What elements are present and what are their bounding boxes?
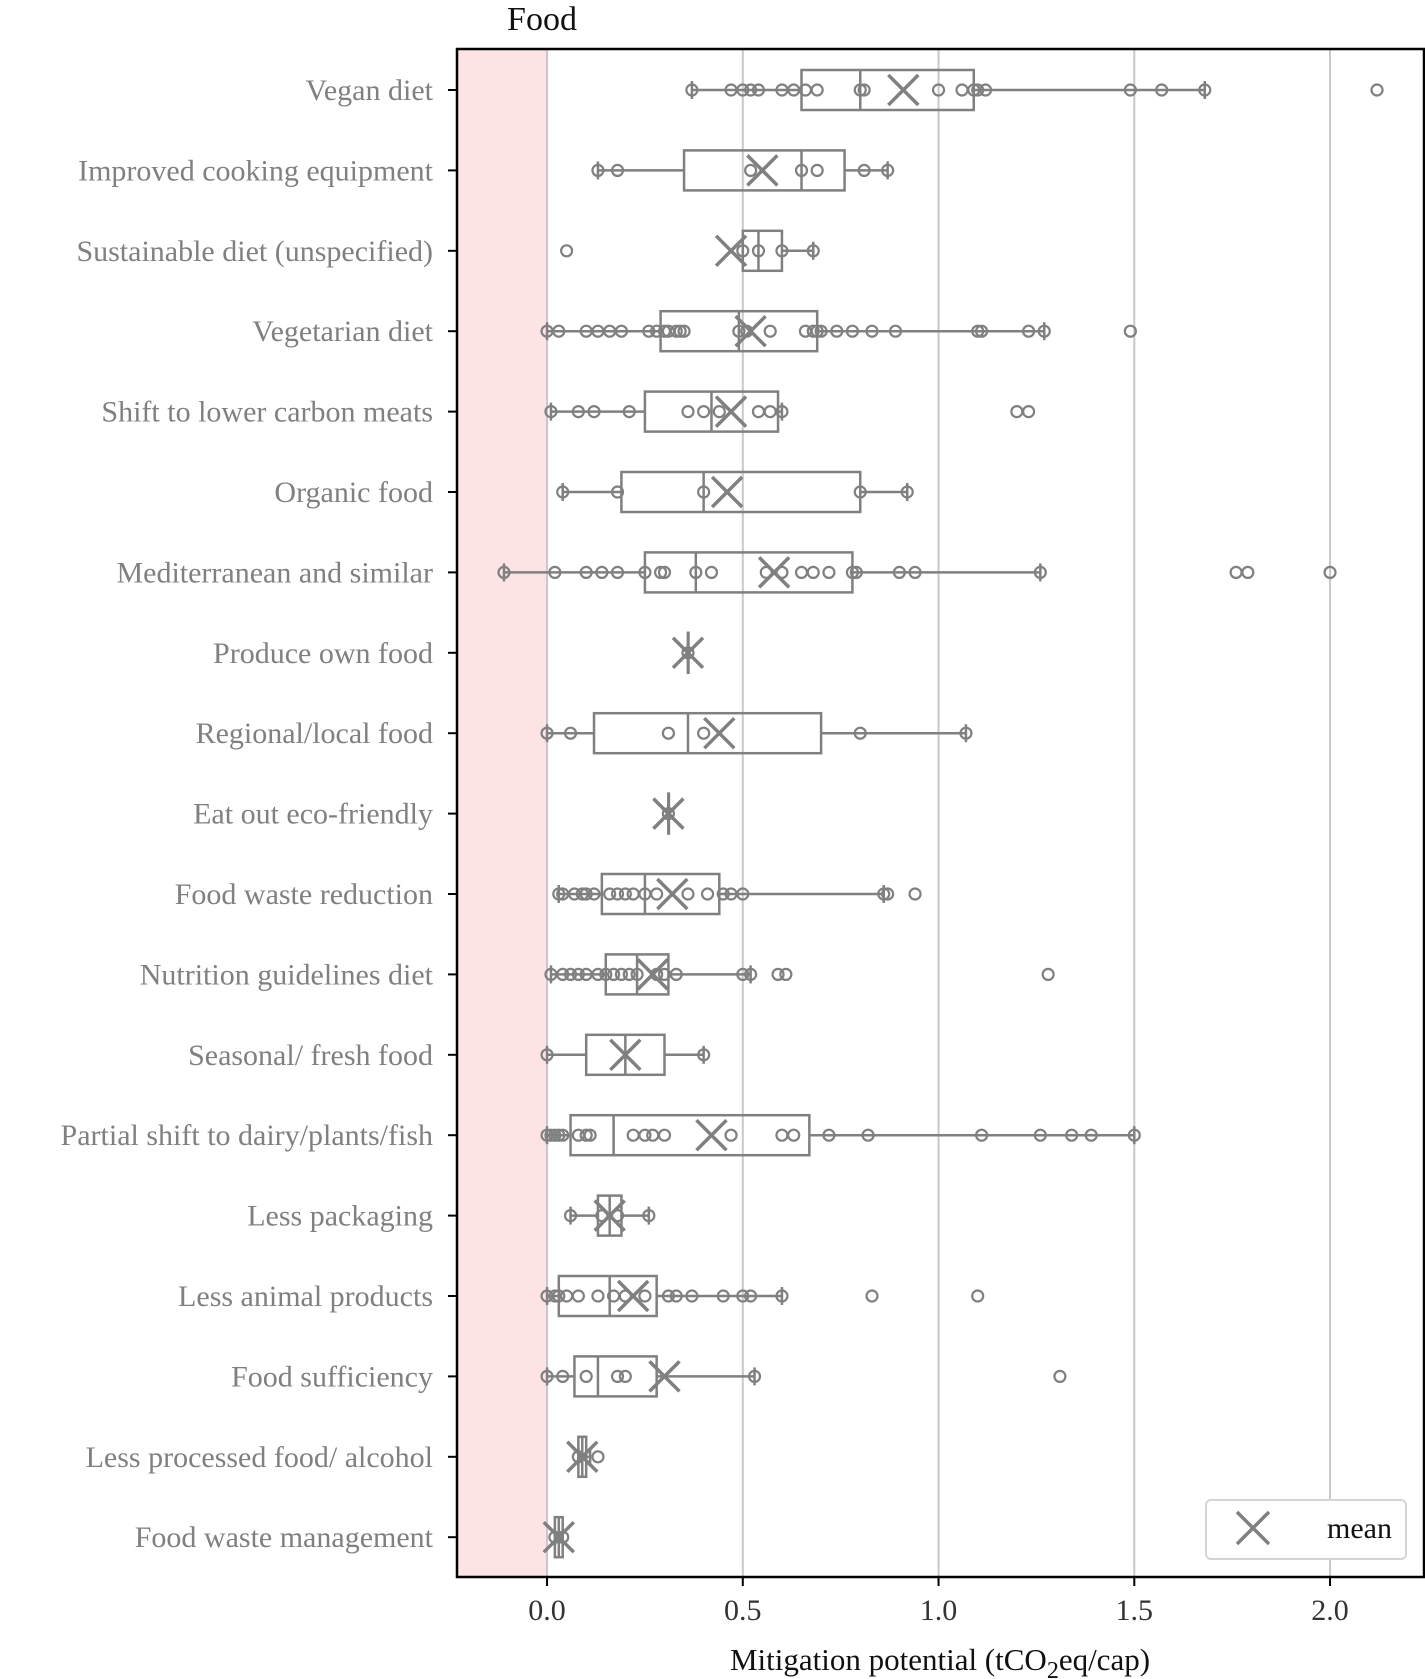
- vertical-gridlines: [547, 49, 1330, 1577]
- data-point: [561, 1291, 572, 1302]
- data-point: [647, 1130, 658, 1141]
- data-point: [812, 165, 823, 176]
- data-point: [628, 1130, 639, 1141]
- mean-marker: [712, 477, 742, 507]
- data-point: [639, 1291, 650, 1302]
- data-point: [957, 85, 968, 96]
- x-tick-label: 2.0: [1311, 1594, 1349, 1627]
- data-point: [765, 326, 776, 337]
- data-point: [823, 567, 834, 578]
- box-row: [542, 1115, 1140, 1155]
- y-tick-label: Eat out eco-friendly: [193, 797, 433, 831]
- y-tick-label: Seasonal/ fresh food: [188, 1038, 433, 1072]
- data-point: [1054, 1371, 1065, 1382]
- data-point: [702, 889, 713, 900]
- box-row: [542, 713, 972, 753]
- x-tick-label: 1.5: [1115, 1594, 1154, 1627]
- y-tick-label: Mediterranean and similar: [116, 556, 433, 590]
- chart-title: Food: [507, 1, 577, 38]
- data-point: [745, 165, 756, 176]
- data-point: [1242, 567, 1253, 578]
- box-row: [498, 552, 1335, 592]
- y-tick-label: Food waste management: [134, 1521, 433, 1555]
- x-axis-label-suffix: eq/cap): [1058, 1642, 1151, 1677]
- mean-marker: [888, 75, 918, 105]
- data-point: [682, 889, 693, 900]
- box-row: [545, 392, 1034, 432]
- data-point: [682, 406, 693, 417]
- data-point: [788, 1130, 799, 1141]
- data-point: [1231, 567, 1242, 578]
- data-point: [1023, 406, 1034, 417]
- y-tick-label: Organic food: [274, 476, 433, 509]
- y-tick-label: Food sufficiency: [231, 1360, 433, 1394]
- y-tick-label: Partial shift to dairy/plants/fish: [60, 1119, 433, 1153]
- data-point: [663, 728, 674, 739]
- plot-frame: [457, 49, 1424, 1577]
- box-row: [553, 874, 920, 914]
- data-point: [706, 567, 717, 578]
- box-row: [557, 472, 913, 512]
- y-tick-label: Less packaging: [247, 1199, 433, 1233]
- data-point: [796, 567, 807, 578]
- data-point: [698, 728, 709, 739]
- data-point: [714, 406, 725, 417]
- y-tick-label: Improved cooking equipment: [78, 154, 433, 188]
- y-tick-label: Regional/local food: [195, 717, 433, 751]
- box-iqr: [574, 1356, 656, 1396]
- box-row: [542, 1035, 710, 1075]
- data-point: [561, 245, 572, 256]
- box-row: [545, 954, 1053, 994]
- y-tick-label: Less animal products: [178, 1280, 433, 1313]
- data-point: [1372, 85, 1383, 96]
- data-point: [780, 969, 791, 980]
- y-tick-label: Vegetarian diet: [252, 315, 433, 349]
- legend: [1206, 1500, 1406, 1559]
- box-row: [542, 311, 1136, 351]
- mean-marker: [716, 397, 746, 427]
- y-tick-label: Sustainable diet (unspecified): [76, 234, 433, 268]
- mean-marker: [618, 1281, 648, 1311]
- mean-marker: [747, 155, 777, 185]
- box-row: [673, 633, 703, 673]
- data-point: [808, 567, 819, 578]
- data-point: [866, 1291, 877, 1302]
- box-iqr: [645, 552, 852, 592]
- data-point: [592, 1291, 603, 1302]
- box-row: [542, 1276, 984, 1316]
- data-point: [910, 889, 921, 900]
- box-row: [653, 794, 683, 834]
- box-row: [544, 1517, 574, 1557]
- box-row: [561, 231, 819, 271]
- data-point: [628, 889, 639, 900]
- mean-marker: [759, 557, 789, 587]
- data-point: [698, 406, 709, 417]
- data-point: [581, 1371, 592, 1382]
- mean-marker: [696, 1120, 726, 1150]
- data-point: [812, 85, 823, 96]
- box-row: [565, 1196, 654, 1236]
- y-tick-label: Vegan diet: [305, 74, 433, 107]
- box-row: [686, 70, 1382, 110]
- data-point: [765, 406, 776, 417]
- data-point: [651, 889, 662, 900]
- y-tick-label: Food waste reduction: [174, 878, 433, 911]
- data-point: [620, 1371, 631, 1382]
- x-axis-label-subscript: 2: [1046, 1658, 1059, 1679]
- box-iqr: [571, 1115, 810, 1155]
- x-tick-label: 0.5: [724, 1594, 762, 1627]
- y-tick-label: Shift to lower carbon meats: [101, 395, 433, 429]
- y-tick-label: Produce own food: [213, 636, 433, 670]
- data-point: [726, 1130, 737, 1141]
- data-point: [753, 406, 764, 417]
- x-axis-label-main: Mitigation potential (tCO: [729, 1642, 1047, 1677]
- data-point: [972, 1291, 983, 1302]
- y-tick-label: Less processed food/ alcohol: [85, 1440, 433, 1474]
- data-point: [1011, 406, 1022, 417]
- box-row: [567, 1437, 603, 1477]
- legend-label: mean: [1327, 1512, 1392, 1545]
- data-point: [573, 1291, 584, 1302]
- data-point: [592, 1451, 603, 1462]
- negative-region-shading: [457, 49, 547, 1577]
- x-tick-label: 1.0: [919, 1594, 958, 1627]
- data-point: [1043, 969, 1054, 980]
- y-tick-label: Nutrition guidelines diet: [139, 958, 433, 992]
- x-tick-label: 0.0: [528, 1594, 566, 1627]
- data-point: [776, 1130, 787, 1141]
- box-row: [542, 1356, 1066, 1396]
- box-series: [498, 70, 1382, 1557]
- data-point: [659, 1130, 670, 1141]
- shaded-region: [457, 49, 547, 1577]
- x-axis-label: [730, 1642, 1150, 1679]
